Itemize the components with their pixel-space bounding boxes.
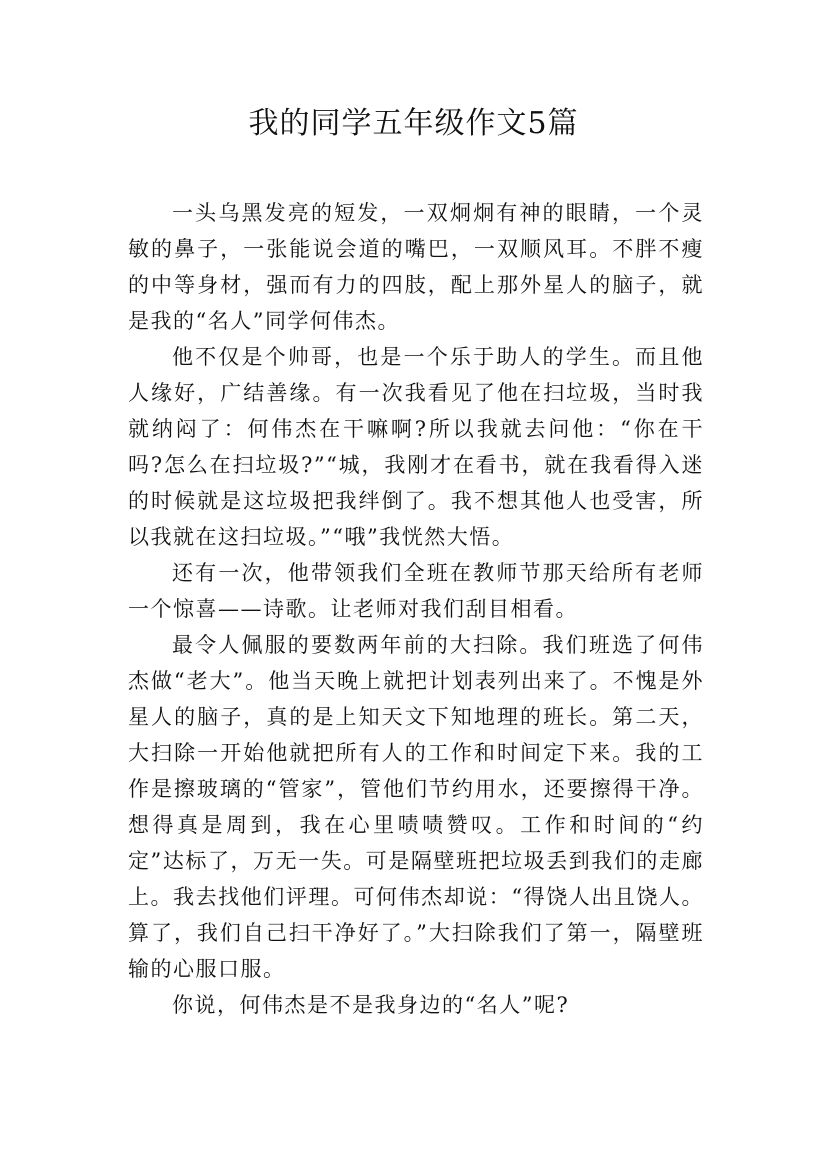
paragraph-5: 你说，何伟杰是不是我身边的“名人”呢? xyxy=(172,993,570,1017)
paragraph-3: 还有一次，他带领我们全班在教师节那天给所有老师一个惊喜——诗歌。让老师对我们刮目相看。 xyxy=(128,561,704,621)
document-title: 我的同学五年级作文5篇 xyxy=(248,106,579,141)
paragraph-2: 他不仅是个帅哥，也是一个乐于助人的学生。而且他人缘好，广结善缘。有一次我看见了他在扫垃圾，当时我就纳闷了：何伟杰在干嘛啊?所以我就去问他：“你在干吗?怎么在扫垃圾?”“城，我刚才在看书，就在我看得入迷的时候就是这垃圾把我绊倒了。我不想其他人也受害，所以我就在这扫垃圾。”“哦”我恍然大悟。 xyxy=(128,345,704,549)
document-body xyxy=(128,195,704,1023)
paragraph-4: 最令人佩服的要数两年前的大扫除。我们班选了何伟杰做“老大”。他当天晚上就把计划表列出来了。不愧是外星人的脑子，真的是上知天文下知地理的班长。第二天，大扫除一开始他就把所有人的工作和时间定下来。我的工作是擦玻璃的“管家”，管他们节约用水，还要擦得干净。想得真是周到，我在心里啧啧赞叹。工作和时间的“约定”达标了，万无一失。可是隔壁班把垃圾丢到我们的走廊上。我去找他们评理。可何伟杰却说：“得饶人出且饶人。算了，我们自己扫干净好了。”大扫除我们了第一，隔壁班输的心服口服。 xyxy=(128,633,704,981)
paragraph-1: 一头乌黑发亮的短发，一双炯炯有神的眼睛，一个灵敏的鼻子，一张能说会道的嘴巴，一双顺风耳。不胖不瘦的中等身材，强而有力的四肢，配上那外星人的脑子，就是我的“名人”同学何伟杰。 xyxy=(128,201,704,333)
